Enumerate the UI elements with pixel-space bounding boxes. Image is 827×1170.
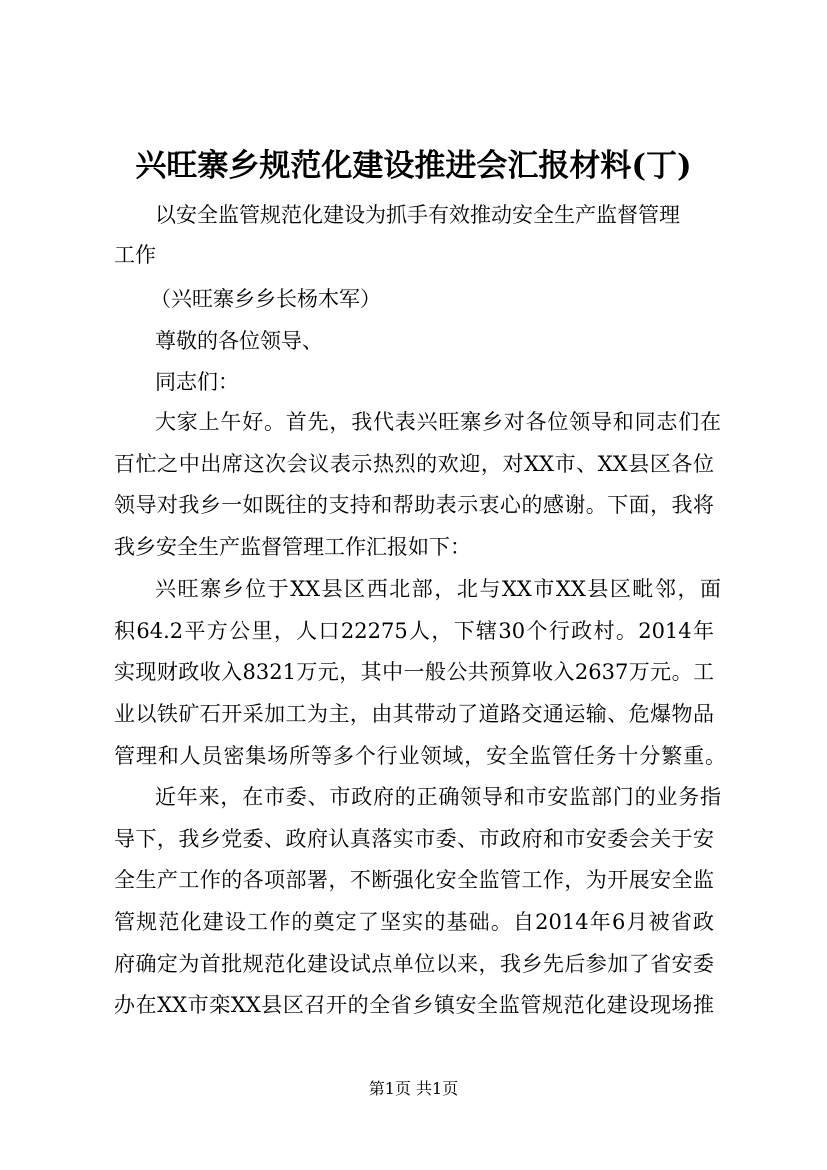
paragraph-3-line-1: 近年来，在市委、市政府的正确领导和市安监部门的业务指 [155, 785, 721, 809]
paragraph-1-line-4: 我乡安全生产监督管理工作汇报如下： [114, 535, 471, 559]
paragraph-2-line-4: 业以铁矿石开采加工为主，由其带动了道路交通运输、危爆物品 [114, 702, 714, 726]
subtitle-line-1: 以安全监管规范化建设为抓手有效推动安全生产监督管理 [155, 203, 680, 227]
salutation-line-1: 尊敬的各位领导、 [155, 329, 323, 353]
paragraph-2-line-2: 积64.2平方公里，人口22275人，下辖30个行政村。2014年 [114, 619, 714, 643]
author-line: （兴旺寨乡乡长杨木军） [150, 287, 381, 311]
paragraph-3-line-3: 全生产工作的各项部署，不断强化安全监管工作，为开展安全监 [114, 868, 714, 892]
paragraph-3-line-4: 管规范化建设工作的奠定了坚实的基础。自2014年6月被省政 [114, 910, 714, 934]
document-title: 兴旺寨乡规范化建设推进会汇报材料(丁) [135, 148, 692, 184]
paragraph-3-line-6: 办在XX市栾XX县区召开的全省乡镇安全监管规范化建设现场推 [114, 993, 714, 1017]
paragraph-2-line-5: 管理和人员密集场所等多个行业领域，安全监管任务十分繁重。 [114, 744, 726, 768]
subtitle-line-2: 工作 [114, 243, 156, 267]
paragraph-2-line-3: 实现财政收入8321万元，其中一般公共预算收入2637万元。工 [114, 660, 714, 684]
paragraph-2-line-1: 兴旺寨乡位于XX县区西北部，北与XX市XX县区毗邻，面 [155, 577, 721, 601]
page-footer: 第1页 共1页 [368, 1079, 459, 1098]
paragraph-3-line-2: 导下，我乡党委、政府认真落实市委、市政府和市安委会关于安 [114, 827, 714, 851]
paragraph-1-line-1: 大家上午好。首先，我代表兴旺寨乡对各位领导和同志们在 [155, 410, 721, 434]
paragraph-1-line-3: 领导对我乡一如既往的支持和帮助表示衷心的感谢。下面，我将 [114, 493, 714, 517]
salutation-line-2: 同志们： [155, 370, 239, 394]
paragraph-1-line-2: 百忙之中出席这次会议表示热烈的欢迎，对XX市、XX县区各位 [114, 452, 714, 476]
paragraph-3-line-5: 府确定为首批规范化建设试点单位以来，我乡先后参加了省安委 [114, 952, 714, 976]
